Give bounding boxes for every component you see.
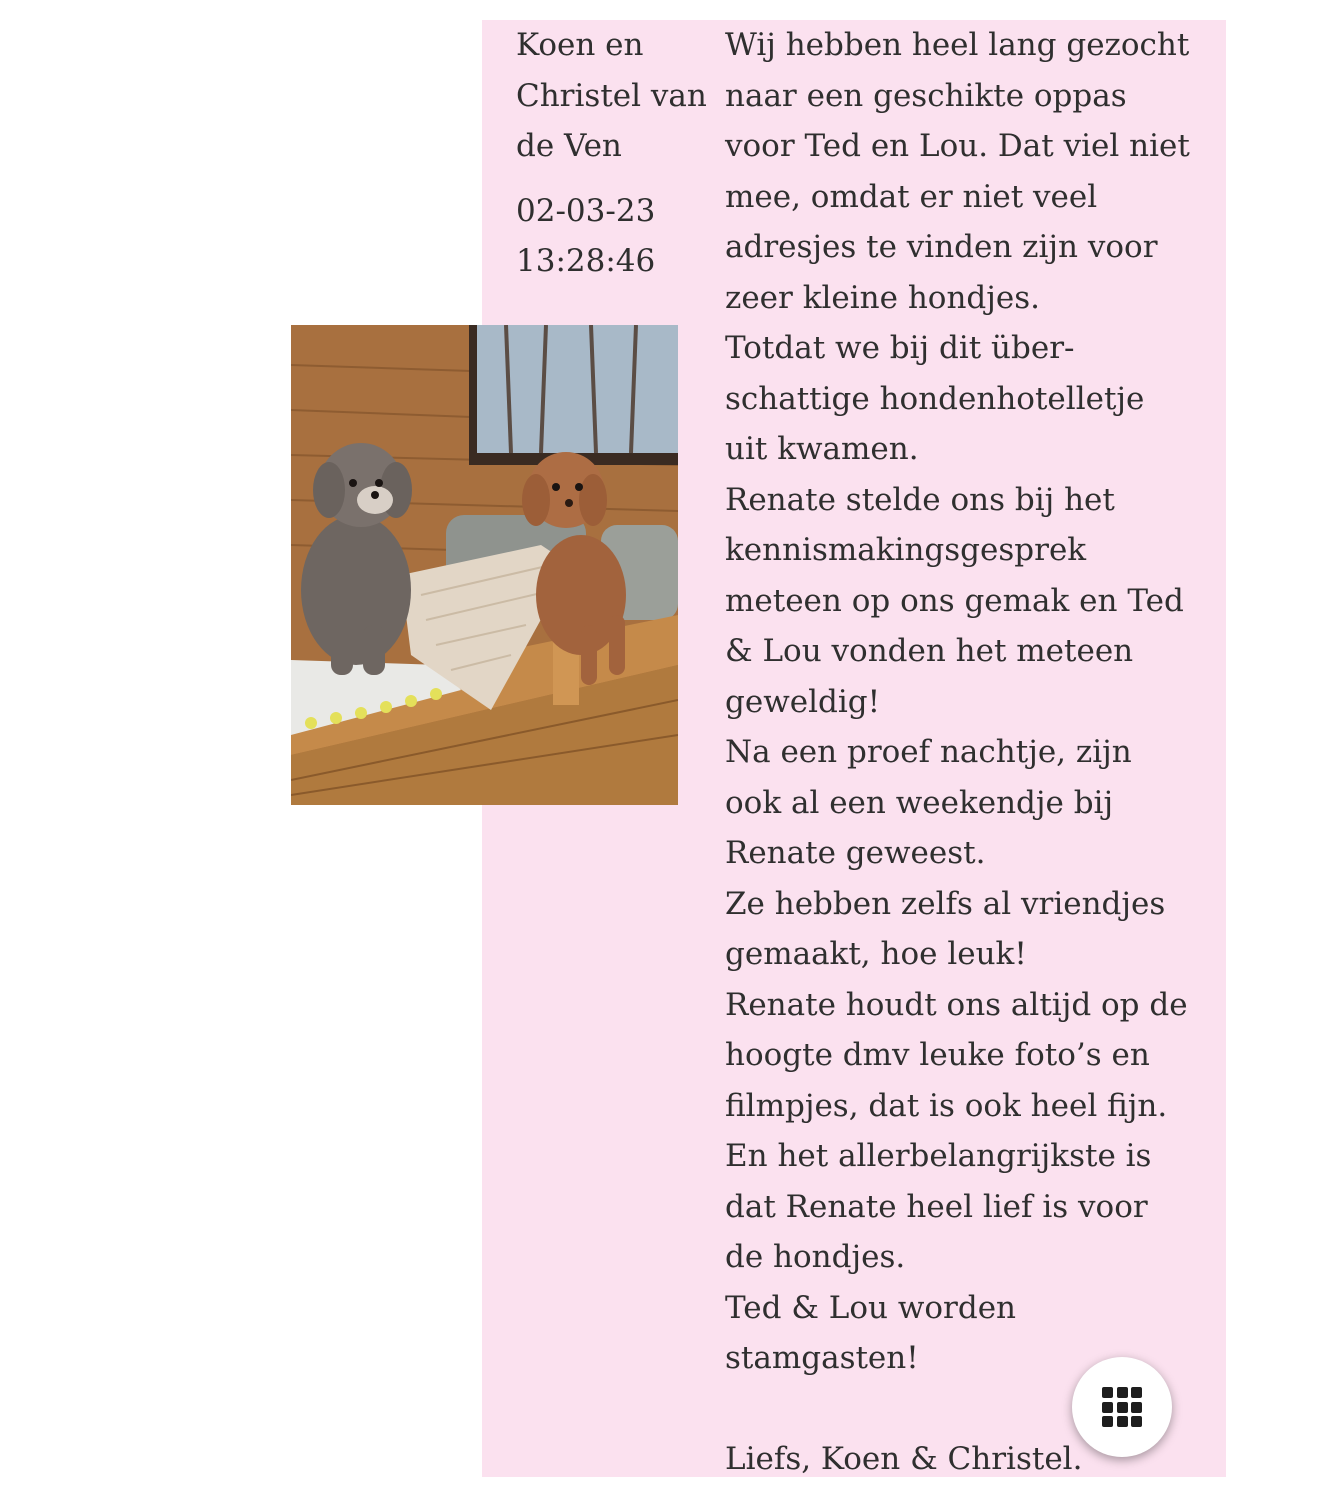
review-paragraph: Renate houdt ons altijd op de hoogte dmv leuke foto’s en filmpjes, dat is ook heel fijn.: [725, 986, 1188, 1124]
review-author-block: [516, 20, 716, 287]
apps-grid-icon: [1102, 1387, 1142, 1427]
apps-menu-button[interactable]: [1072, 1357, 1172, 1457]
review-paragraph: Totdat we bij dit über-schattige hondenhotelletje uit kwamen.: [725, 330, 1145, 467]
review-paragraph: En het allerbelangrijkste is dat Renate heel lief is voor de hondjes.: [725, 1138, 1152, 1275]
review-paragraph: Ze hebben zelfs al vriendjes gemaakt, hoe leuk!: [725, 885, 1166, 972]
review-photo: [291, 325, 678, 805]
review-author-name: Koen en Christel van de Ven: [516, 27, 707, 164]
review-signature: Liefs, Koen & Christel.: [725, 1441, 1083, 1477]
review-paragraph: Na een proef nachtje, zijn ook al een weekendje bij Renate geweest.: [725, 734, 1132, 871]
review-paragraph: Renate stelde ons bij het kennismakingsgesprek meteen op ons gemak en Ted & Lou vonden het meteen geweldig!: [725, 481, 1184, 720]
review-paragraph: Wij hebben heel lang gezocht naar een geschikte oppas voor Ted en Lou. Dat viel niet mee, omdat er niet veel adresjes te vinden zijn voor zeer kleine hondjes.: [725, 27, 1190, 316]
review-timestamp: 02-03-23 13:28:46: [516, 192, 656, 279]
review-message: [725, 20, 1195, 1485]
review-paragraph: Ted & Lou worden stamgasten!: [725, 1289, 1017, 1376]
